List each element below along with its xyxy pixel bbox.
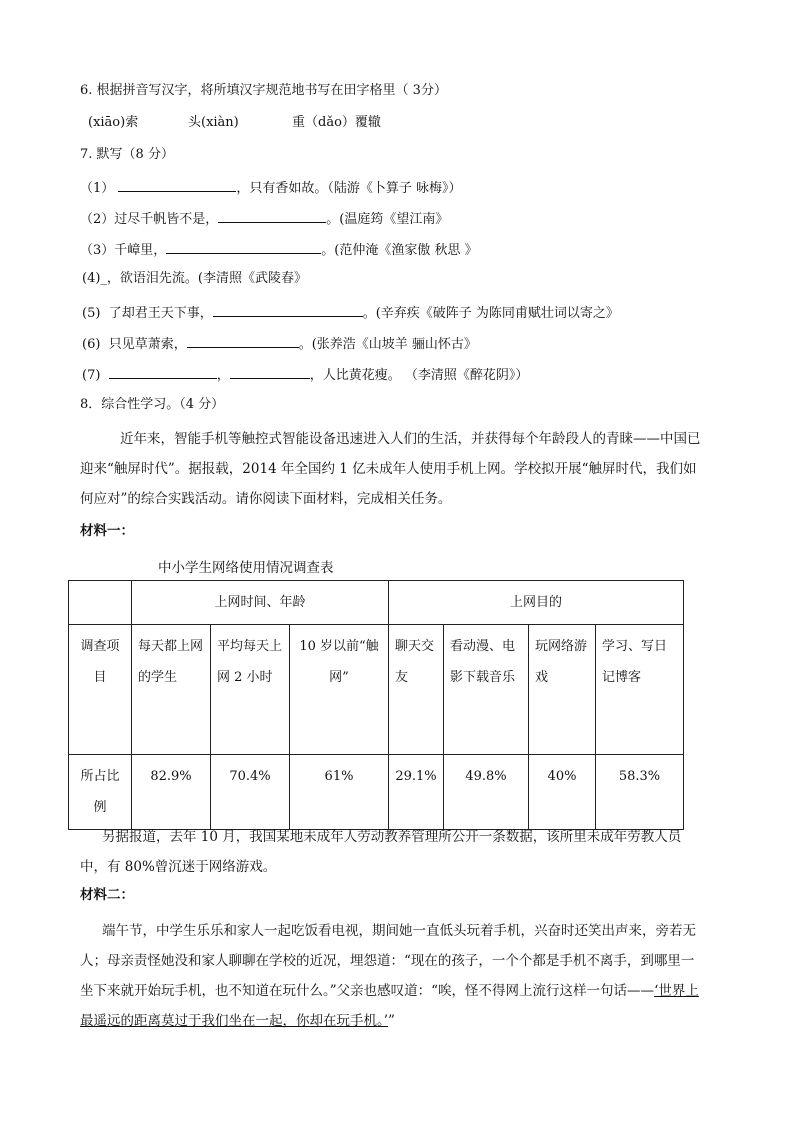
table-corner-cell [69,581,132,625]
story-paragraph [80,916,705,1036]
table-row [69,581,684,625]
q7-line-text: 。(范仲淹《渔家傲 秋思 》 [321,243,478,258]
q7-line-text: 。(张养浩《山坡羊 骊山怀古》 [298,337,477,352]
q7-line-4 [82,270,307,288]
table-column-header: 10 岁以前“触网” [290,625,389,755]
q8-title: 8．综合性学习。（4 分） [80,397,225,412]
answer-blank[interactable] [187,333,299,348]
q7-line-5 [82,302,619,323]
q6-title: 6. 根据拼音写汉字，将所填汉字规范地书写在田字格里（ 3分） [80,83,447,98]
material-2-label: 材料二： [80,887,134,903]
table-group-header: 上网时间、年龄 [132,581,389,625]
answer-blank[interactable] [230,364,310,379]
material-1-label: 材料一： [80,523,134,539]
table-row [69,625,684,755]
q7-line-num: （1） [80,181,115,196]
table-cell: 70.4% [211,755,290,830]
answer-blank[interactable] [118,177,236,192]
q7-line-num: (6) [82,337,101,352]
q7-line-text: ，只有香如故。（陆游《卜算子 咏梅》） [236,181,462,196]
table-caption: 中小学生网络使用情况调查表 [158,560,334,576]
q7-line-3 [80,239,478,260]
q7-line-text: 。(辛弃疾《破阵子 为陈同甫赋壮词以寄之》 [362,306,619,321]
table-cell: 40% [529,755,596,830]
q7-line-text: 了却君王天下事， [108,306,213,321]
q7-line-1 [80,177,462,198]
story-text: 端午节，中学生乐乐和家人一起吃饭看电视，期间她一直低头玩着手机，兴奋时还笑出声来，旁若无人；母亲责怪她没和家人聊聊在学校的近况，埋怨道：“现在的孩子，一个个都是手机不离手，到哪里一坐下来就开始玩手机，也不知道在玩什么。”父亲也感叹道：“唉，怪不得网上流行这样一句话—— [80,923,696,999]
q7-line-text: ， [216,368,230,383]
story-quote: ‘世界上最遥远的距离莫过于我们坐在一起，你却在玩手机。’ [80,983,699,1029]
q6-item-2: 头(xiàn) [188,115,239,130]
q7-line-num: (7) [82,368,101,383]
table-cell: 61% [290,755,389,830]
table-group-header: 上网目的 [389,581,684,625]
q8-intro: 近年来，智能手机等触控式智能设备迅速进入人们的生活，并获得每个年龄段人的青睐——中国已迎来“触屏时代”。据报载，2014 年全国约 1 亿未成年人使用手机上网。学校拟开展“触屏时代，我们如何应对”的综合实践活动。请你阅读下面材料，完成相关任务。 [80,431,701,507]
q7-line-2 [80,208,448,229]
table-column-header: 平均每天上网 2 小时 [211,625,290,755]
table-column-header: 每天都上网的学生 [132,625,211,755]
table-cell: 49.8% [444,755,529,830]
answer-blank[interactable] [109,364,217,379]
report-paragraph: 另据报道，去年 10 月，我国某地未成年人劳动教养管理所公开一条数据，该所里未成年劳教人员中，有 80%曾沉迷于网络游戏。 [80,829,682,875]
q7-line-6 [82,333,477,354]
table-cell: 82.9% [132,755,211,830]
q7-line-num: （2） [80,212,115,227]
survey-table [68,580,684,830]
table-column-header: 学习、写日记博客 [596,625,684,755]
q7-line-text: 过尽千帆皆不是， [114,212,219,227]
q7-line-text: 千嶂里， [114,243,167,258]
answer-blank[interactable] [166,239,321,254]
answer-blank[interactable] [218,208,326,223]
table-row [69,755,684,830]
table-cell: 58.3% [596,755,684,830]
q7-line-num: (5) [82,306,101,321]
q6-item-3: 重（dǎo）覆辙 [292,115,381,130]
q7-line-text: ，人比黄花瘦。 （李清照《醉花阴》） [309,368,529,383]
table-row-header: 所占比例 [69,755,132,830]
table-column-header: 聊天交友 [389,625,444,755]
q7-line-text: 只见草萧索， [108,337,187,352]
q7-line-num: (4)_ [82,271,107,286]
table-column-header: 玩网络游戏 [529,625,596,755]
q7-title: 7. 默写（8 分） [80,147,174,162]
q7-line-7 [82,364,528,385]
q7-line-text: ，欲语泪先流。(李清照《武陵春》 [106,271,307,286]
table-cell: 29.1% [389,755,444,830]
q6-item-1: (xiāo)索 [88,115,139,130]
table-row-header: 调查项目 [69,625,132,755]
q7-line-num: （3） [80,243,115,258]
table-column-header: 看动漫、电影下载音乐 [444,625,529,755]
q7-line-text: 。(温庭筠《望江南》 [326,212,449,227]
story-text: ” [388,1013,395,1029]
answer-blank[interactable] [213,302,363,317]
